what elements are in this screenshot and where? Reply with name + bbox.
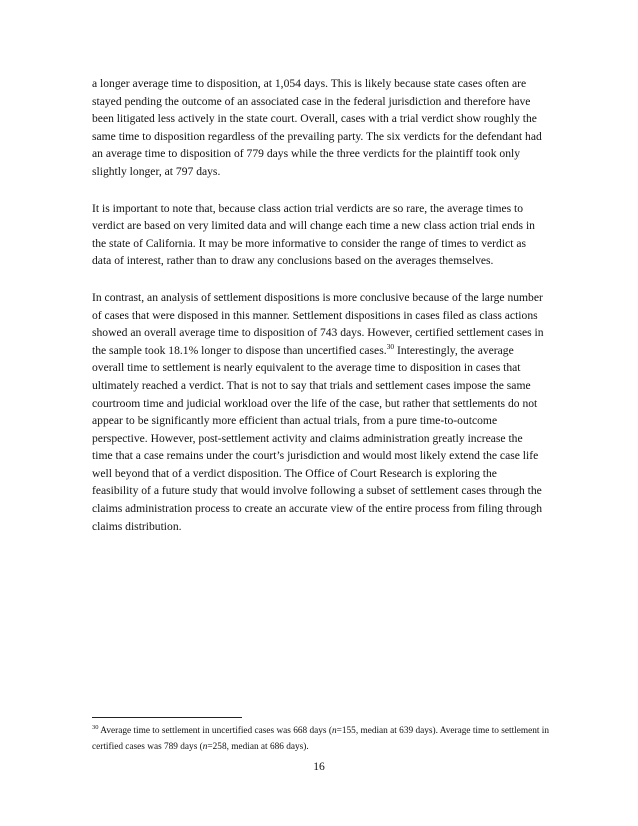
footnote [92, 724, 552, 755]
body-text [92, 75, 546, 554]
paragraph-verdict-times: a longer average time to disposition, at 1,054 days. This is likely because state cases often are stayed pending the outcome of an associated case in the federal jurisdiction and therefore have been litigated less actively in the state court. Overall, cases with a trial verdict show roughly the same time to disposition regardless of the prevailing party. The six verdicts for the defendant had an average time to disposition of 779 days while the three verdicts for the plaintiff took only slightly longer, at 797 days. [92, 77, 542, 178]
paragraph-settlement-text-part2: Interestingly, the average overall time to settlement is nearly equivalent to the average time to disposition in cases that ultimately reached a verdict. That is not to say that trials and settlement cases impose the same courtroom time and judicial workload over the life of the case, but rather that settlements do not appear to be significantly more efficient than actual trials, from a pure time-to-outcome perspective. However, post-settlement activity and claims administration greatly increase the time that a case remains under the court’s jurisdiction and would most likely extend the case life well beyond that of a verdict disposition. The Office of Court Research is exploring the feasibility of a future study that would involve following a subset of settlement cases through the claims administration process to create an accurate view of the entire process from filing through claims distribution. [92, 343, 543, 533]
footnote-n-symbol-1: n [331, 726, 337, 736]
paragraph-settlement-dispositions [92, 289, 546, 535]
footnote-text-part2: =155, median at 639 days). Average time to settlement in certified cases was 789 days ( [92, 726, 550, 752]
footnote-separator [92, 717, 242, 718]
footnote-text-part3: =258, median at 686 days). [207, 741, 309, 752]
footnote-reference[interactable]: 30 [386, 341, 395, 351]
footnote-number: 30 [92, 724, 99, 731]
footnote-text-part1: Average time to settlement in uncertified cases was 668 days ( [98, 726, 332, 736]
page-number: 16 [313, 760, 325, 773]
paragraph-settlement-text-part1: In contrast, an analysis of settlement dispositions is more conclusive because of the large number of cases that were disposed in this manner. Settlement dispositions in cases filed as class actions showed an overall average time to disposition of 743 days. However, certified settlement cases in the sample took 18.1% longer to dispose than uncertified cases. [92, 290, 544, 357]
footnote-n-symbol-2: n [202, 741, 208, 752]
paragraph-limited-data: It is important to note that, because class action trial verdicts are so rare, the average times to verdict are based on very limited data and will change each time a new class action trial ends in the state of California. It may be more informative to consider the range of times to verdict as data of interest, rather than to draw any conclusions based on the averages themselves. [92, 201, 535, 268]
